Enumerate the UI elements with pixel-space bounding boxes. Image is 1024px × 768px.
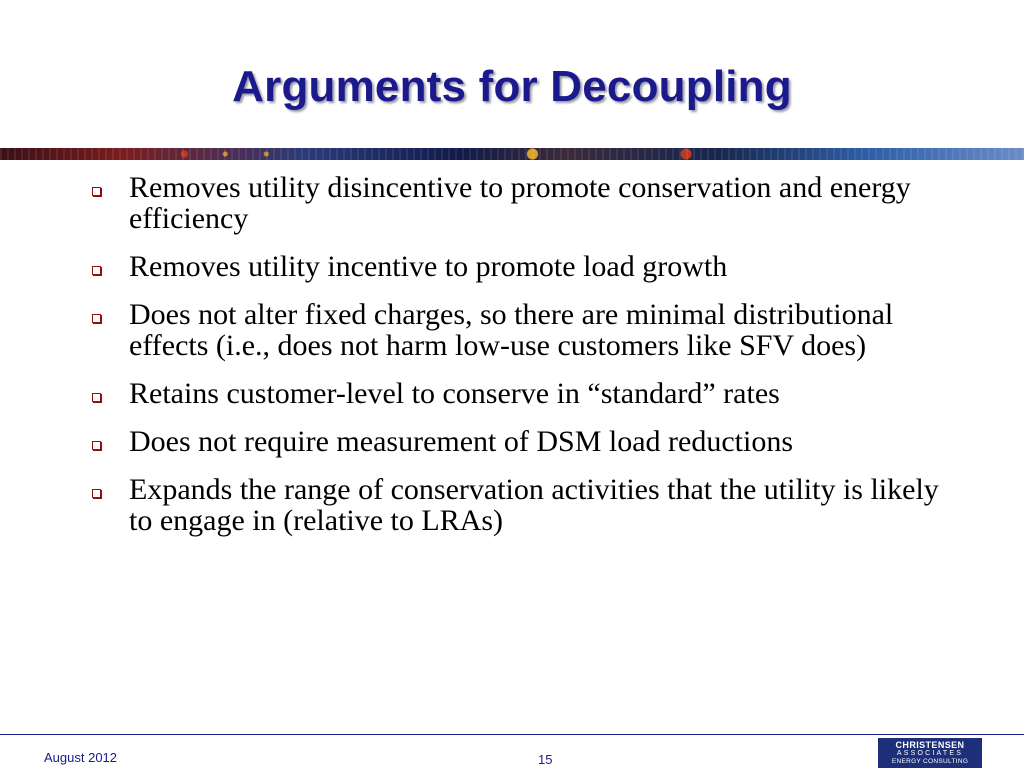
logo-text-line3: ENERGY CONSULTING bbox=[891, 758, 969, 765]
square-bullet-icon bbox=[92, 314, 101, 323]
bullet-item bbox=[92, 172, 952, 234]
bullet-item bbox=[92, 426, 952, 457]
bullet-item bbox=[92, 251, 952, 282]
slide-title: Arguments for Decoupling bbox=[232, 62, 792, 111]
bullet-text: Retains customer-level to conserve in “standard” rates bbox=[129, 377, 780, 410]
bullet-item bbox=[92, 299, 952, 361]
bullet-text: Removes utility disincentive to promote conservation and energy efficiency bbox=[129, 171, 911, 235]
square-bullet-icon bbox=[92, 393, 101, 402]
square-bullet-icon bbox=[92, 187, 101, 196]
square-bullet-icon bbox=[92, 441, 101, 450]
footer-date: August 2012 bbox=[44, 750, 118, 765]
company-logo bbox=[878, 738, 982, 768]
bullet-text: Does not alter fixed charges, so there are minimal distributional effects (i.e., does not harm low-use customers like SFV does) bbox=[129, 298, 894, 362]
square-bullet-icon bbox=[92, 266, 101, 275]
logo-text-line1: CHRISTENSEN bbox=[895, 740, 965, 750]
logo-text-line2: ASSOCIATES bbox=[896, 750, 964, 757]
bullet-text: Expands the range of conservation activities that the utility is likely to engage in (relative to LRAs) bbox=[129, 473, 939, 537]
bullet-text: Does not require measurement of DSM load reductions bbox=[129, 425, 793, 458]
bullet-list bbox=[92, 172, 952, 553]
square-bullet-icon bbox=[92, 489, 101, 498]
footer-divider bbox=[0, 734, 1024, 735]
page-number: 15 bbox=[538, 752, 553, 767]
bullet-text: Removes utility incentive to promote load growth bbox=[129, 250, 728, 283]
bullet-item bbox=[92, 474, 952, 536]
bullet-item bbox=[92, 378, 952, 409]
decorative-banner bbox=[0, 148, 1024, 160]
